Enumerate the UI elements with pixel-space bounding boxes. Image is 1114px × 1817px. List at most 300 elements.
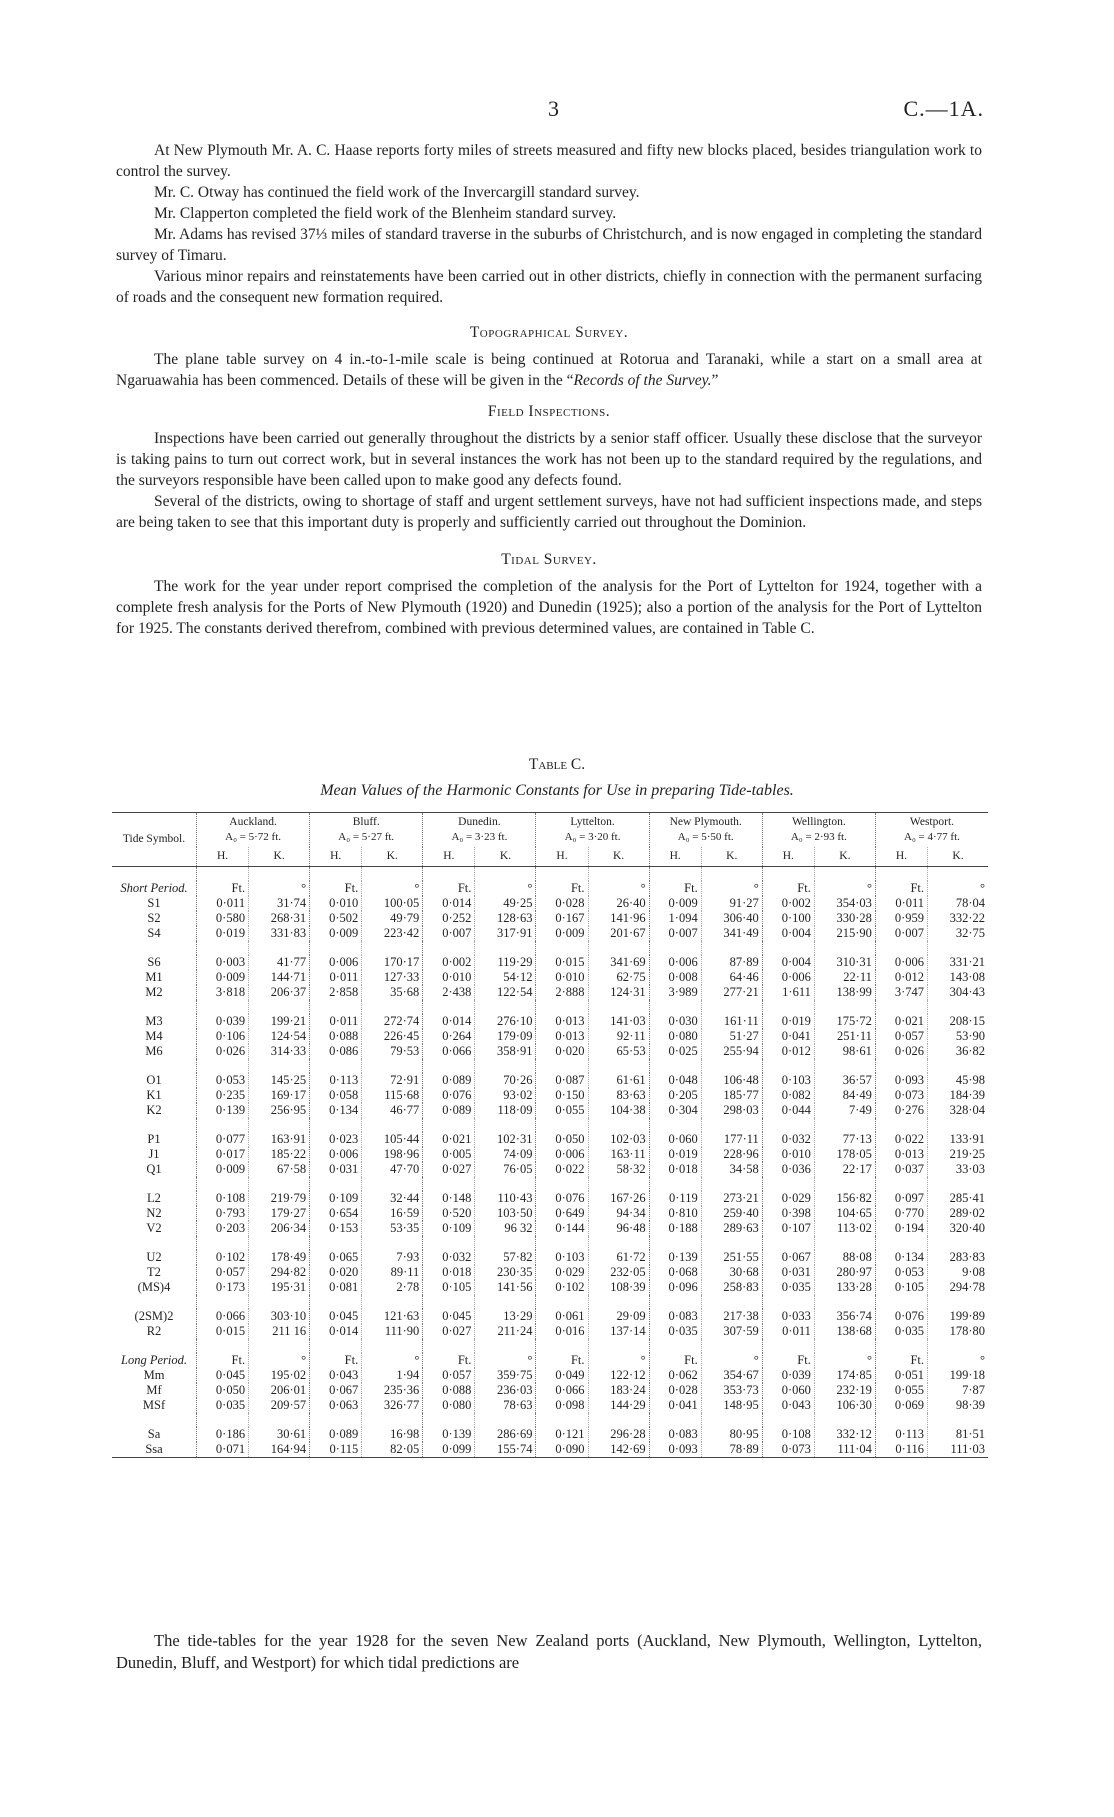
amplitude-cell: 0·109 — [423, 1221, 475, 1236]
paragraph: Mr. C. Otway has continued the field work of the Invercargill standard survey. — [154, 184, 640, 201]
table-row — [112, 1044, 988, 1059]
amplitude-cell: 0·029 — [536, 1265, 588, 1280]
group-spacer — [112, 1236, 988, 1250]
amplitude-cell: 0·045 — [310, 1309, 362, 1324]
h-column-header: H. — [310, 847, 362, 867]
period-label: Short Period. — [120, 881, 188, 895]
spacer-cell — [928, 1295, 988, 1309]
spacer-cell — [310, 1413, 362, 1427]
amplitude-cell: 0·010 — [536, 970, 588, 985]
spacer-cell — [536, 1339, 588, 1353]
phase-cell: 30·68 — [701, 1265, 762, 1280]
tide-symbol: Sa — [147, 1427, 161, 1441]
spacer-cell — [310, 1295, 362, 1309]
amplitude-cell: 0·039 — [197, 1014, 249, 1029]
phase-cell: 93·02 — [475, 1088, 536, 1103]
phase-cell: 96·48 — [588, 1221, 649, 1236]
spacer-cell — [423, 1339, 475, 1353]
amplitude-cell: 0·502 — [310, 911, 362, 926]
phase-cell: 144·29 — [588, 1398, 649, 1413]
amplitude-cell: 0·009 — [310, 926, 362, 941]
amplitude-cell: 0·029 — [762, 1191, 814, 1206]
phase-cell: 89·11 — [362, 1265, 423, 1280]
spacer-cell — [814, 1177, 875, 1191]
amplitude-cell: 0·019 — [197, 926, 249, 941]
amplitude-cell: 0·007 — [423, 926, 475, 941]
phase-cell: 354·03 — [814, 896, 875, 911]
amplitude-cell: 0·654 — [310, 1206, 362, 1221]
amplitude-cell: 0·020 — [536, 1044, 588, 1059]
amplitude-cell: 0·139 — [197, 1103, 249, 1118]
field-inspections-heading: Field Inspections. — [487, 403, 611, 420]
spacer-cell — [649, 867, 701, 882]
phase-cell: 35·68 — [362, 985, 423, 1000]
phase-cell: 103·50 — [475, 1206, 536, 1221]
amplitude-cell: 0·045 — [197, 1368, 249, 1383]
phase-cell: 67·58 — [249, 1162, 310, 1177]
tide-symbol: T2 — [147, 1265, 161, 1279]
tide-symbol: M3 — [145, 1014, 163, 1028]
amplitude-cell: 0·810 — [649, 1206, 701, 1221]
phase-cell: 185·22 — [249, 1147, 310, 1162]
phase-cell: 49·79 — [362, 911, 423, 926]
amplitude-cell: 0·035 — [649, 1324, 701, 1339]
table-row — [112, 1029, 988, 1044]
phase-cell: 141·96 — [588, 911, 649, 926]
phase-cell: 230·35 — [475, 1265, 536, 1280]
spacer-cell — [814, 1000, 875, 1014]
amplitude-cell: 0·107 — [762, 1221, 814, 1236]
spacer-cell — [649, 1118, 701, 1132]
phase-cell: 92·11 — [588, 1029, 649, 1044]
phase-cell: 36·82 — [928, 1044, 988, 1059]
amplitude-cell: 0·006 — [762, 970, 814, 985]
phase-cell: 29·09 — [588, 1309, 649, 1324]
station-header: Wellington. A₀ = 2·93 ft. — [762, 813, 875, 848]
spacer-cell — [649, 1059, 701, 1073]
amplitude-cell: 0·119 — [649, 1191, 701, 1206]
amplitude-cell: 0·186 — [197, 1427, 249, 1442]
amplitude-cell: 0·121 — [536, 1427, 588, 1442]
spacer-cell — [536, 941, 588, 955]
amplitude-cell: 0·071 — [197, 1442, 249, 1458]
topographical-paragraph — [116, 349, 982, 391]
spacer-cell — [762, 941, 814, 955]
phase-cell: 268·31 — [249, 911, 310, 926]
phase-cell: 58·32 — [588, 1162, 649, 1177]
spacer-cell — [475, 1177, 536, 1191]
k-column-header: K. — [701, 847, 762, 867]
phase-cell: 105·44 — [362, 1132, 423, 1147]
spacer-cell — [249, 1177, 310, 1191]
amplitude-cell: 0·057 — [875, 1029, 927, 1044]
table-row — [112, 1103, 988, 1118]
phase-cell: 179·09 — [475, 1029, 536, 1044]
spacer-cell — [310, 1000, 362, 1014]
amplitude-cell: 0·060 — [649, 1132, 701, 1147]
phase-cell: 138·68 — [814, 1324, 875, 1339]
tide-symbol: V2 — [146, 1221, 162, 1235]
amplitude-cell: 0·015 — [197, 1324, 249, 1339]
phase-cell: 72·91 — [362, 1073, 423, 1088]
amplitude-cell: 0·028 — [536, 896, 588, 911]
phase-cell: 310·31 — [814, 955, 875, 970]
amplitude-cell: 0·004 — [762, 926, 814, 941]
spacer-cell — [701, 1118, 762, 1132]
amplitude-cell: 0·011 — [310, 970, 362, 985]
k-column-header: K. — [588, 847, 649, 867]
amplitude-cell: 0·106 — [197, 1029, 249, 1044]
amplitude-cell: 0·025 — [649, 1044, 701, 1059]
group-spacer — [112, 1295, 988, 1309]
amplitude-cell: 0·021 — [423, 1132, 475, 1147]
phase-cell: 328·04 — [928, 1103, 988, 1118]
amplitude-cell: 0·959 — [875, 911, 927, 926]
phase-cell: 118·09 — [475, 1103, 536, 1118]
unit-label: Ft. — [762, 881, 814, 896]
spacer-cell — [475, 1118, 536, 1132]
phase-cell: 332·22 — [928, 911, 988, 926]
spacer-cell — [588, 1118, 649, 1132]
spacer-cell — [588, 1000, 649, 1014]
phase-cell: 314·33 — [249, 1044, 310, 1059]
phase-cell: 33·03 — [928, 1162, 988, 1177]
amplitude-cell: 0·023 — [310, 1132, 362, 1147]
amplitude-cell: 0·113 — [875, 1427, 927, 1442]
amplitude-cell: 0·045 — [423, 1309, 475, 1324]
spacer-cell — [928, 1413, 988, 1427]
period-label: Long Period. — [121, 1353, 187, 1367]
spacer-cell — [475, 1339, 536, 1353]
amplitude-cell: 0·081 — [310, 1280, 362, 1295]
phase-cell: 127·33 — [362, 970, 423, 985]
table-subtitle: Mean Values of the Harmonic Constants for Use in preparing Tide-tables. — [320, 782, 794, 799]
spacer-cell — [423, 1177, 475, 1191]
text-run: ” — [711, 372, 719, 389]
phase-cell: 235·36 — [362, 1383, 423, 1398]
amplitude-cell: 0·057 — [197, 1265, 249, 1280]
unit-label: ° — [588, 881, 649, 896]
k-column-header: K. — [475, 847, 536, 867]
amplitude-cell: 0·012 — [875, 970, 927, 985]
tide-symbol: N2 — [146, 1206, 162, 1220]
spacer-cell — [249, 1059, 310, 1073]
phase-cell: 124·54 — [249, 1029, 310, 1044]
phase-cell: 331·83 — [249, 926, 310, 941]
phase-cell: 178·80 — [928, 1324, 988, 1339]
spacer-cell — [875, 867, 927, 882]
phase-cell: 53·90 — [928, 1029, 988, 1044]
spacer-cell — [536, 1000, 588, 1014]
amplitude-cell: 0·066 — [536, 1383, 588, 1398]
phase-cell: 78·63 — [475, 1398, 536, 1413]
spacer-cell — [536, 1236, 588, 1250]
amplitude-cell: 0·022 — [875, 1132, 927, 1147]
spacer-cell — [197, 1177, 249, 1191]
spacer-cell — [928, 1059, 988, 1073]
tide-symbol: Mm — [143, 1368, 165, 1382]
phase-cell: 289·63 — [701, 1221, 762, 1236]
unit-label: Ft. — [875, 881, 927, 896]
amplitude-cell: 0·057 — [423, 1368, 475, 1383]
phase-cell: 102·03 — [588, 1132, 649, 1147]
paragraph: Mr. Adams has revised 37⅓ miles of standard traverse in the suburbs of Christchurch, and is now engaged in completing the standard survey of Timaru. — [116, 226, 982, 264]
spacer-cell — [762, 867, 814, 882]
spacer-cell — [701, 1339, 762, 1353]
phase-cell: 32·75 — [928, 926, 988, 941]
phase-cell: 304·43 — [928, 985, 988, 1000]
unit-label: Ft. — [197, 1353, 249, 1368]
spacer-cell — [814, 1339, 875, 1353]
phase-cell: 36·57 — [814, 1073, 875, 1088]
amplitude-cell: 0·017 — [197, 1147, 249, 1162]
table-row — [112, 1250, 988, 1265]
amplitude-cell: 0·053 — [875, 1265, 927, 1280]
tide-symbol: (MS)4 — [137, 1280, 171, 1294]
phase-cell: 142·69 — [588, 1442, 649, 1458]
amplitude-cell: 0·009 — [197, 970, 249, 985]
table-row — [112, 1442, 988, 1458]
amplitude-cell: 0·027 — [423, 1324, 475, 1339]
spacer-cell — [928, 1236, 988, 1250]
amplitude-cell: 0·026 — [875, 1044, 927, 1059]
h-column-header: H. — [197, 847, 249, 867]
phase-cell: 256·95 — [249, 1103, 310, 1118]
spacer-cell — [197, 941, 249, 955]
phase-cell: 110·43 — [475, 1191, 536, 1206]
spacer-cell — [249, 941, 310, 955]
spacer-cell — [928, 941, 988, 955]
group-spacer — [112, 1059, 988, 1073]
amplitude-cell: 0·100 — [762, 911, 814, 926]
phase-cell: 341·69 — [588, 955, 649, 970]
unit-label: ° — [475, 1353, 536, 1368]
amplitude-cell: 0·010 — [423, 970, 475, 985]
phase-cell: 185·77 — [701, 1088, 762, 1103]
amplitude-cell: 2·438 — [423, 985, 475, 1000]
spacer-cell — [649, 941, 701, 955]
phase-cell: 195·02 — [249, 1368, 310, 1383]
phase-cell: 236·03 — [475, 1383, 536, 1398]
amplitude-cell: 0·148 — [423, 1191, 475, 1206]
phase-cell: 255·94 — [701, 1044, 762, 1059]
spacer-cell — [649, 1236, 701, 1250]
phase-cell: 133·91 — [928, 1132, 988, 1147]
h-column-header: H. — [649, 847, 701, 867]
spacer-cell — [423, 1236, 475, 1250]
spacer-cell — [310, 867, 362, 882]
paragraph: The tide-tables for the year 1928 for the seven New Zealand ports (Auckland, New Plymouth, Wellington, Lyttelton, Dunedin, Bluff, and Westport) for which tidal predictions are — [116, 1631, 982, 1672]
unit-label: Ft. — [197, 881, 249, 896]
amplitude-cell: 0·051 — [875, 1368, 927, 1383]
spacer-cell — [814, 1295, 875, 1309]
amplitude-cell: 0·105 — [423, 1280, 475, 1295]
amplitude-cell: 0·007 — [875, 926, 927, 941]
unit-label: ° — [701, 881, 762, 896]
unit-label: ° — [249, 881, 310, 896]
amplitude-cell: 0·098 — [536, 1398, 588, 1413]
phase-cell: 354·67 — [701, 1368, 762, 1383]
spacer-cell — [310, 1118, 362, 1132]
phase-cell: 100·05 — [362, 896, 423, 911]
amplitude-cell: 0·076 — [875, 1309, 927, 1324]
phase-cell: 80·95 — [701, 1427, 762, 1442]
table-row — [112, 955, 988, 970]
station-header: Bluff. A₀ = 5·27 ft. — [310, 813, 423, 848]
spacer-cell — [112, 1339, 197, 1353]
phase-cell: 211·24 — [475, 1324, 536, 1339]
amplitude-cell: 0·063 — [310, 1398, 362, 1413]
spacer-cell — [701, 1413, 762, 1427]
unit-label: Ft. — [423, 1353, 475, 1368]
phase-cell: 228·96 — [701, 1147, 762, 1162]
amplitude-cell: 0·002 — [423, 955, 475, 970]
phase-cell: 82·05 — [362, 1442, 423, 1458]
amplitude-cell: 0·103 — [762, 1073, 814, 1088]
spacer-cell — [249, 1413, 310, 1427]
phase-cell: 184·39 — [928, 1088, 988, 1103]
spacer-cell — [475, 1236, 536, 1250]
amplitude-cell: 0·016 — [536, 1324, 588, 1339]
spacer-cell — [875, 1413, 927, 1427]
phase-cell: 156·82 — [814, 1191, 875, 1206]
paragraph: Various minor repairs and reinstatements have been carried out in other districts, chiefly in connection with the permanent surfacing of roads and the consequent new formation required. — [116, 268, 982, 306]
amplitude-cell: 0·167 — [536, 911, 588, 926]
amplitude-cell: 0·048 — [649, 1073, 701, 1088]
amplitude-cell: 0·099 — [423, 1442, 475, 1458]
spacer-cell — [423, 1295, 475, 1309]
tide-symbol: M1 — [145, 970, 163, 984]
phase-cell: 122·12 — [588, 1368, 649, 1383]
phase-cell: 208·15 — [928, 1014, 988, 1029]
spacer-cell — [588, 1059, 649, 1073]
spacer-cell — [762, 1000, 814, 1014]
phase-cell: 78·89 — [701, 1442, 762, 1458]
spacer-cell — [362, 867, 423, 882]
amplitude-cell: 0·032 — [762, 1132, 814, 1147]
unit-label: ° — [362, 881, 423, 896]
spacer-cell — [197, 1339, 249, 1353]
amplitude-cell: 0·082 — [762, 1088, 814, 1103]
amplitude-cell: 0·103 — [536, 1250, 588, 1265]
amplitude-cell: 0·116 — [875, 1442, 927, 1458]
amplitude-cell: 0·061 — [536, 1309, 588, 1324]
unit-label: Ft. — [310, 881, 362, 896]
spacer-cell — [362, 941, 423, 955]
amplitude-cell: 0·066 — [423, 1044, 475, 1059]
phase-cell: 143·08 — [928, 970, 988, 985]
spacer-cell — [762, 1177, 814, 1191]
amplitude-cell: 0·062 — [649, 1368, 701, 1383]
phase-cell: 62·75 — [588, 970, 649, 985]
amplitude-cell: 0·026 — [197, 1044, 249, 1059]
spacer-cell — [362, 1295, 423, 1309]
amplitude-cell: 0·006 — [649, 955, 701, 970]
amplitude-cell: 0·194 — [875, 1221, 927, 1236]
tide-symbol: M2 — [145, 985, 163, 999]
spacer-cell — [875, 1295, 927, 1309]
amplitude-cell: 0·088 — [423, 1383, 475, 1398]
phase-cell: 272·74 — [362, 1014, 423, 1029]
h-column-header: H. — [423, 847, 475, 867]
unit-label: ° — [928, 881, 988, 896]
unit-label: ° — [249, 1353, 310, 1368]
spacer-cell — [197, 1295, 249, 1309]
unit-label: ° — [814, 1353, 875, 1368]
phase-cell: 359·75 — [475, 1368, 536, 1383]
phase-cell: 61·72 — [588, 1250, 649, 1265]
amplitude-cell: 0·264 — [423, 1029, 475, 1044]
amplitude-cell: 0·109 — [310, 1191, 362, 1206]
amplitude-cell: 0·093 — [649, 1442, 701, 1458]
phase-cell: 98·39 — [928, 1398, 988, 1413]
phase-cell: 106·48 — [701, 1073, 762, 1088]
table-row — [112, 1383, 988, 1398]
phase-cell: 94·34 — [588, 1206, 649, 1221]
amplitude-cell: 0·580 — [197, 911, 249, 926]
amplitude-cell: 0·077 — [197, 1132, 249, 1147]
station-header: Dunedin. A₀ = 3·23 ft. — [423, 813, 536, 848]
amplitude-cell: 0·089 — [423, 1073, 475, 1088]
table-row — [112, 1221, 988, 1236]
amplitude-cell: 0·102 — [197, 1250, 249, 1265]
phase-cell: 34·58 — [701, 1162, 762, 1177]
spacer-cell — [249, 867, 310, 882]
tide-symbol: P1 — [147, 1132, 161, 1146]
phase-cell: 83·63 — [588, 1088, 649, 1103]
spacer-cell — [249, 1000, 310, 1014]
phase-cell: 113·02 — [814, 1221, 875, 1236]
amplitude-cell: 0·235 — [197, 1088, 249, 1103]
h-column-header: H. — [762, 847, 814, 867]
spacer-cell — [112, 1059, 197, 1073]
tide-symbol: L2 — [147, 1191, 161, 1205]
amplitude-cell: 0·009 — [197, 1162, 249, 1177]
table-row — [112, 926, 988, 941]
spacer-cell — [310, 1059, 362, 1073]
station-header: New Plymouth. A₀ = 5·50 ft. — [649, 813, 762, 848]
phase-cell: 138·99 — [814, 985, 875, 1000]
amplitude-cell: 0·065 — [310, 1250, 362, 1265]
phase-cell: 87·89 — [701, 955, 762, 970]
group-spacer — [112, 1413, 988, 1427]
table-row — [112, 1014, 988, 1029]
spacer-cell — [362, 1339, 423, 1353]
phase-cell: 259·40 — [701, 1206, 762, 1221]
tide-symbol: M6 — [145, 1044, 163, 1058]
phase-cell: 121·63 — [362, 1309, 423, 1324]
phase-cell: 111·03 — [928, 1442, 988, 1458]
amplitude-cell: 0·520 — [423, 1206, 475, 1221]
phase-cell: 179·27 — [249, 1206, 310, 1221]
phase-cell: 77·13 — [814, 1132, 875, 1147]
phase-cell: 65·53 — [588, 1044, 649, 1059]
amplitude-cell: 0·006 — [310, 1147, 362, 1162]
amplitude-cell: 0·006 — [536, 1147, 588, 1162]
spacer-cell — [588, 867, 649, 882]
amplitude-cell: 0·021 — [875, 1014, 927, 1029]
amplitude-cell: 0·067 — [310, 1383, 362, 1398]
phase-cell: 115·68 — [362, 1088, 423, 1103]
amplitude-cell: 0·010 — [310, 896, 362, 911]
phase-cell: 251·55 — [701, 1250, 762, 1265]
phase-cell: 215·90 — [814, 926, 875, 941]
spacer-cell — [249, 1236, 310, 1250]
spacer-cell — [875, 1118, 927, 1132]
spacer-cell — [310, 1236, 362, 1250]
table-row — [112, 1073, 988, 1088]
spacer-cell — [475, 1295, 536, 1309]
